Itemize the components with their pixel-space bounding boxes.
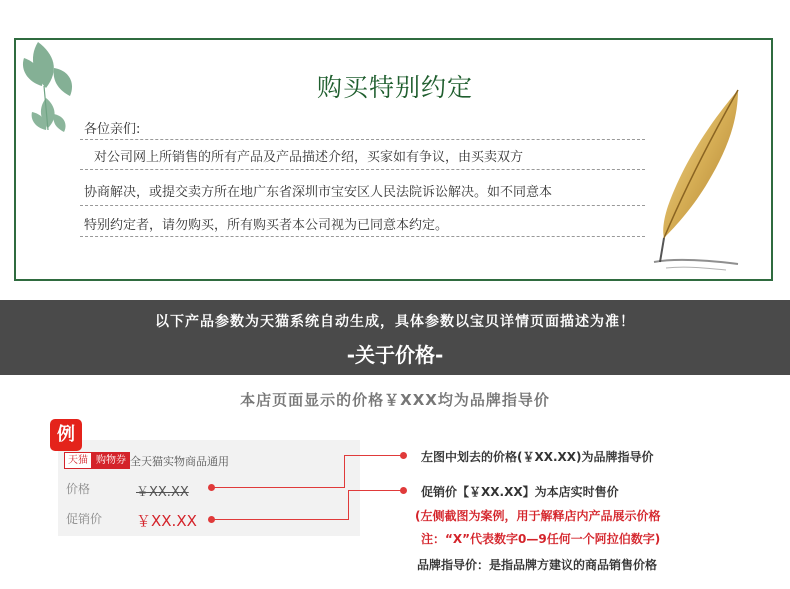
agreement-line-1: 对公司网上所销售的所有产品及产品描述介绍，买家如有争议，由买卖双方: [94, 150, 524, 165]
tmall-tag: 天猫: [64, 452, 92, 469]
example-description: (左侧截图为案例，用于解释店内产品展示价格: [415, 509, 661, 523]
agreement-line-2: 协商解决，或提交卖方所在地广东省深圳市宝安区人民法院诉讼解决。如不同意本: [84, 185, 553, 200]
greeting: 各位亲们:: [84, 122, 141, 137]
agreement-title: 购买特别约定: [316, 73, 473, 102]
banner-heading: -关于价格-: [346, 343, 444, 367]
quill-feather-icon: [646, 86, 756, 276]
price-statement: 本店页面显示的价格￥XXX均为品牌指导价: [240, 391, 550, 409]
struck-price-note: 左图中划去的价格(￥XX.XX)为品牌指导价: [421, 450, 654, 464]
connector-line: [344, 455, 403, 456]
banner-text: 以下产品参数为天猫系统自动生成，具体参数以宝贝详情页面描述为准！: [155, 314, 635, 330]
agreement-line-3: 特别约定者，请勿购买，所有购买者本公司视为已同意本约定。: [84, 218, 449, 233]
promo-price-note: 促销价【￥XX.XX】为本店实时售价: [421, 485, 619, 499]
connector-dot: [400, 452, 407, 459]
list-price-label: 价格: [66, 482, 91, 496]
connector-dot: [400, 487, 407, 494]
connector-line: [348, 490, 403, 491]
divider: [80, 236, 645, 237]
list-price-value: ￥XX.XX: [136, 485, 189, 500]
example-badge: 例: [50, 419, 82, 451]
coupon-note: 全天猫实物商品通用: [130, 455, 229, 468]
promo-price-label: 促销价: [66, 512, 103, 526]
connector-line: [344, 455, 345, 488]
connector-line: [348, 490, 349, 520]
promo-price-value: ￥XX.XX: [136, 512, 197, 530]
divider: [80, 169, 645, 170]
coupon-tag: 购物券: [92, 452, 130, 469]
connector-line: [212, 487, 345, 488]
guide-price-definition: 品牌指导价：是指品牌方建议的商品销售价格: [417, 558, 658, 572]
digit-note: 注：“X”代表数字0—9任何一个阿拉伯数字): [421, 532, 661, 546]
divider: [80, 139, 645, 140]
connector-line: [212, 519, 349, 520]
divider: [80, 205, 645, 206]
